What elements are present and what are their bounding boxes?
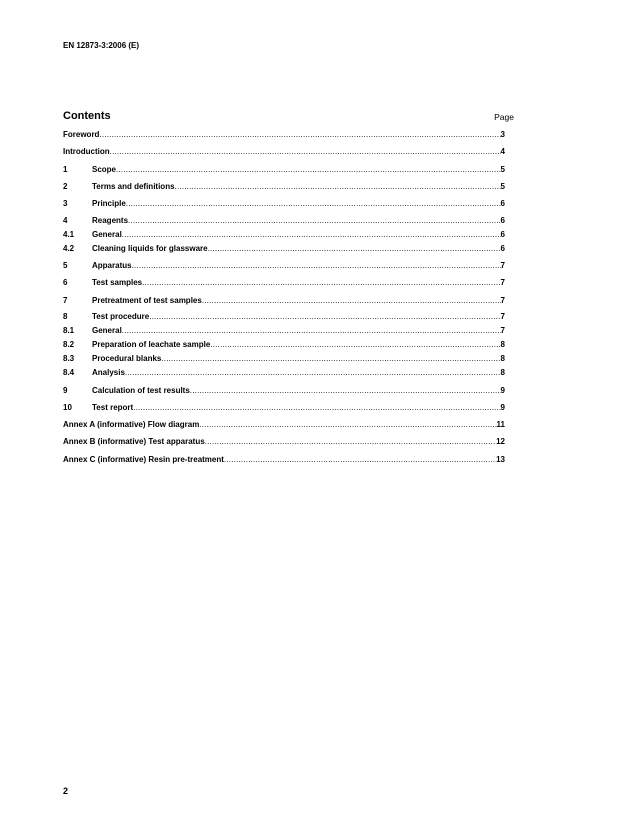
toc-entry-page: 6 <box>500 230 505 239</box>
toc-entry-title: Preparation of leachate sample <box>92 340 211 349</box>
toc-entry-title: Calculation of test results <box>92 386 190 395</box>
toc-entry-page: 4 <box>500 147 505 156</box>
toc-entry-title: Apparatus <box>92 261 132 270</box>
toc-entry[interactable] <box>63 325 505 336</box>
toc-dot-leader <box>161 353 500 364</box>
toc-entry-number: 3 <box>63 199 68 208</box>
toc-entry-page: 9 <box>500 386 505 395</box>
toc-entry[interactable] <box>63 339 505 350</box>
toc-dot-leader <box>190 385 501 396</box>
toc-entry-number: 4 <box>63 216 68 225</box>
toc-entry-title: Test procedure <box>92 312 150 321</box>
toc-entry[interactable] <box>63 436 505 447</box>
toc-entry[interactable] <box>63 129 505 140</box>
toc-entry-page: 6 <box>500 199 505 208</box>
page-column-label: Page <box>494 112 514 122</box>
toc-entry[interactable] <box>63 243 505 254</box>
toc-entry-page: 6 <box>500 216 505 225</box>
toc-dot-leader <box>128 215 501 226</box>
toc-entry-title: Scope <box>92 165 117 174</box>
toc-dot-leader <box>175 181 501 192</box>
toc-entry[interactable] <box>63 402 505 413</box>
toc-dot-leader <box>125 367 501 378</box>
toc-entry-title: Procedural blanks <box>92 354 162 363</box>
toc-entry-number: 10 <box>63 403 72 412</box>
toc-entry-page: 7 <box>500 312 505 321</box>
toc-entry-title: Test samples <box>92 278 143 287</box>
toc-dot-leader <box>208 243 501 254</box>
toc-entry[interactable] <box>63 164 505 175</box>
toc-entry-number: 1 <box>63 165 68 174</box>
contents-title: Contents <box>63 110 111 122</box>
toc-dot-leader <box>205 436 496 447</box>
toc-entry-page: 11 <box>496 420 505 429</box>
toc-dot-leader <box>122 325 501 336</box>
toc-entry-number: 8 <box>63 312 68 321</box>
toc-dot-leader <box>122 229 501 240</box>
toc-entry-title: Cleaning liquids for glassware <box>92 244 208 253</box>
toc-entry[interactable] <box>63 419 505 430</box>
toc-dot-leader <box>202 295 501 306</box>
toc-dot-leader <box>149 311 500 322</box>
toc-entry-title: Terms and definitions <box>92 182 175 191</box>
toc-entry[interactable] <box>63 198 505 209</box>
toc-entry[interactable] <box>63 454 505 465</box>
toc-entry-page: 5 <box>500 165 505 174</box>
toc-entry-page: 7 <box>500 296 505 305</box>
toc-entry-number: 8.3 <box>63 354 75 363</box>
toc-entry[interactable] <box>63 295 505 306</box>
toc-entry-title: General <box>92 230 122 239</box>
toc-entry[interactable] <box>63 229 505 240</box>
toc-entry-number: 8.2 <box>63 340 75 349</box>
toc-entry-page: 5 <box>500 182 505 191</box>
toc-dot-leader <box>99 129 500 140</box>
toc-entry-page: 13 <box>496 455 505 464</box>
toc-entry-page: 8 <box>500 368 505 377</box>
toc-entry[interactable] <box>63 277 505 288</box>
toc-entry[interactable] <box>63 146 505 157</box>
toc-entry-page: 6 <box>500 244 505 253</box>
toc-entry-number: 9 <box>63 386 68 395</box>
toc-entry-number: 7 <box>63 296 68 305</box>
toc-entry-page: 7 <box>500 261 505 270</box>
toc-dot-leader <box>116 164 501 175</box>
page-number: 2 <box>63 786 69 796</box>
toc-entry-page: 3 <box>500 130 505 139</box>
toc-entry[interactable] <box>63 311 505 322</box>
toc-entry-page: 8 <box>500 354 505 363</box>
toc-entry-page: 12 <box>496 437 505 446</box>
toc-entry-title: Introduction <box>63 147 110 156</box>
toc-entry-title: Annex B (informative) Test apparatus <box>63 437 205 446</box>
toc-dot-leader <box>210 339 500 350</box>
toc-entry-page: 7 <box>500 326 505 335</box>
toc-entry[interactable] <box>63 215 505 226</box>
toc-entry-title: Test report <box>92 403 134 412</box>
toc-dot-leader <box>110 146 501 157</box>
toc-entry[interactable] <box>63 353 505 364</box>
toc-entry-title: Foreword <box>63 130 100 139</box>
document-header: EN 12873-3:2006 (E) <box>63 41 140 50</box>
toc-dot-leader <box>133 402 500 413</box>
toc-dot-leader <box>142 277 500 288</box>
toc-entry-title: Pretreatment of test samples <box>92 296 202 305</box>
toc-entry[interactable] <box>63 367 505 378</box>
toc-entry-number: 4.2 <box>63 244 75 253</box>
toc-dot-leader <box>199 419 496 430</box>
toc-entry-page: 9 <box>500 403 505 412</box>
toc-entry[interactable] <box>63 260 505 271</box>
toc-entry-number: 4.1 <box>63 230 75 239</box>
toc-entry-number: 2 <box>63 182 68 191</box>
toc-entry-title: General <box>92 326 122 335</box>
toc-entry-title: Principle <box>92 199 126 208</box>
toc-entry-title: Reagents <box>92 216 129 225</box>
toc-entry-number: 5 <box>63 261 68 270</box>
toc-entry[interactable] <box>63 385 505 396</box>
toc-entry-page: 7 <box>500 278 505 287</box>
toc-dot-leader <box>132 260 501 271</box>
toc-dot-leader <box>126 198 501 209</box>
toc-entry-title: Analysis <box>92 368 125 377</box>
toc-entry[interactable] <box>63 181 505 192</box>
toc-entry-title: Annex C (informative) Resin pre-treatment <box>63 455 224 464</box>
toc-dot-leader <box>224 454 496 465</box>
toc-entry-page: 8 <box>500 340 505 349</box>
toc-entry-number: 8.1 <box>63 326 75 335</box>
toc-entry-title: Annex A (informative) Flow diagram <box>63 420 200 429</box>
toc-entry-number: 8.4 <box>63 368 75 377</box>
toc-entry-number: 6 <box>63 278 68 287</box>
contents-heading-row <box>63 110 514 126</box>
